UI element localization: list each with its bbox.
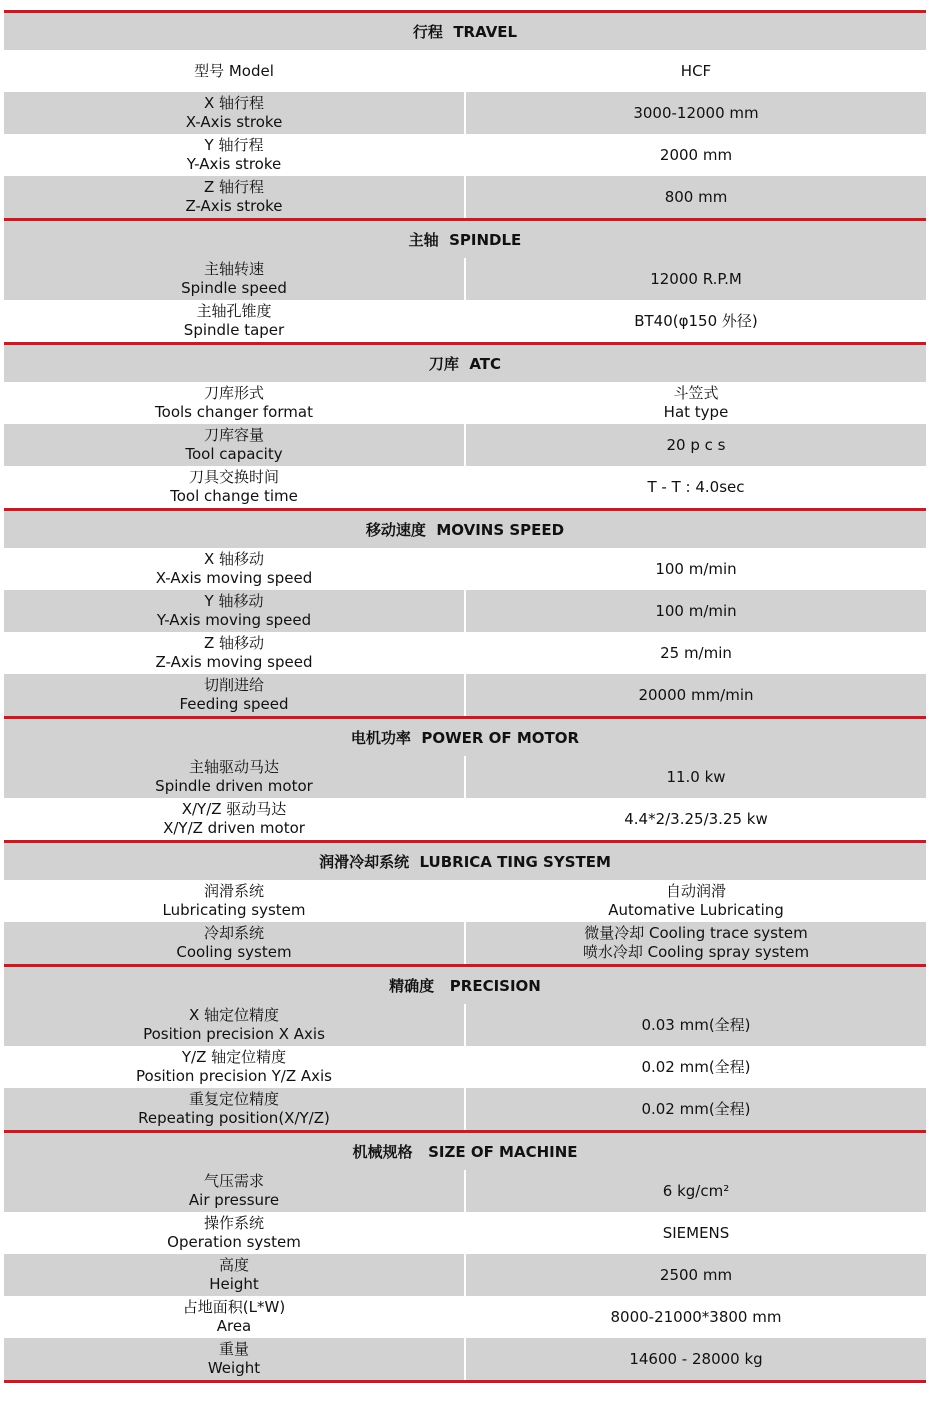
spec-label <box>4 632 464 674</box>
spec-label-line: 重量 <box>218 1340 249 1358</box>
spec-label-line: 主轴孔锥度 <box>196 302 272 320</box>
spec-label <box>4 1170 464 1212</box>
spec-value <box>466 1170 926 1212</box>
spec-value-line: 6 kg/cm² <box>662 1181 730 1200</box>
spec-value-line: 4.4*2/3.25/3.25 kw <box>624 809 768 828</box>
spec-label-line: Z-Axis moving speed <box>155 653 313 671</box>
section-header <box>4 1130 926 1170</box>
spec-label-line: 主轴转速 <box>203 260 264 278</box>
spec-value <box>466 50 926 92</box>
table-row <box>4 1254 926 1296</box>
spec-value <box>466 798 926 840</box>
spec-value <box>466 674 926 716</box>
spec-value-line: 3000-12000 mm <box>633 103 759 122</box>
spec-value-line: 2500 mm <box>659 1265 733 1284</box>
spec-value <box>466 1212 926 1254</box>
spec-value-line: 微量冷却 Cooling trace system <box>584 924 808 942</box>
spec-label <box>4 1296 464 1338</box>
spec-label <box>4 880 464 922</box>
spec-value <box>466 1296 926 1338</box>
spec-label-line: Position precision X Axis <box>143 1025 325 1043</box>
spec-value <box>466 466 926 508</box>
spec-value <box>466 1254 926 1296</box>
table-row <box>4 1212 926 1254</box>
spec-label-line: Repeating position(X/Y/Z) <box>138 1109 330 1127</box>
spec-label <box>4 466 464 508</box>
spec-label-line: Y/Z 轴定位精度 <box>181 1048 287 1066</box>
section-title: 精确度 PRECISION <box>389 977 541 995</box>
spec-label-line: 主轴驱动马达 <box>188 758 279 776</box>
spec-label <box>4 1254 464 1296</box>
spec-value-line: Automative Lubricating <box>608 901 784 919</box>
spec-value <box>466 176 926 218</box>
spec-value-line: 100 m/min <box>655 559 737 578</box>
spec-label-line: Z-Axis stroke <box>185 197 283 215</box>
spec-value-line: 8000-21000*3800 mm <box>610 1307 782 1326</box>
table-row <box>4 1046 926 1088</box>
spec-value-line: 自动润滑 <box>665 882 726 900</box>
table-row <box>4 382 926 424</box>
spec-label-line: Spindle taper <box>183 321 285 339</box>
section-header <box>4 964 926 1004</box>
spec-value-line: 800 mm <box>664 187 728 206</box>
spec-label-line: Y-Axis moving speed <box>156 611 312 629</box>
spec-label-line: Tool capacity <box>185 445 283 463</box>
spec-label-line: 刀具交换时间 <box>188 468 279 486</box>
spec-section <box>4 840 926 964</box>
spec-value-line: 0.02 mm(全程) <box>641 1057 751 1076</box>
spec-value <box>466 590 926 632</box>
table-row <box>4 1004 926 1046</box>
spec-label-line: 高度 <box>218 1256 249 1274</box>
section-title: 机械规格 SIZE OF MACHINE <box>352 1143 578 1161</box>
spec-label <box>4 1338 464 1380</box>
spec-value-line: Hat type <box>663 403 729 421</box>
spec-section <box>4 964 926 1130</box>
spec-value-line: 100 m/min <box>655 601 737 620</box>
section-title: 刀库 ATC <box>428 355 502 373</box>
spec-value <box>466 632 926 674</box>
spec-value-line: 喷水冷却 Cooling spray system <box>582 943 810 961</box>
spec-value <box>466 300 926 342</box>
spec-value <box>466 1004 926 1046</box>
spec-section <box>4 342 926 508</box>
spec-label <box>4 1046 464 1088</box>
spec-value <box>466 1088 926 1130</box>
spec-section <box>4 1130 926 1380</box>
table-row <box>4 922 926 964</box>
spec-label-line: Cooling system <box>176 943 292 961</box>
spec-value <box>466 756 926 798</box>
spec-label-line: Tool change time <box>170 487 298 505</box>
spec-label <box>4 590 464 632</box>
spec-label-line: Operation system <box>167 1233 301 1251</box>
section-header <box>4 716 926 756</box>
table-row <box>4 50 926 92</box>
spec-label-line: X/Y/Z driven motor <box>163 819 305 837</box>
spec-label <box>4 1088 464 1130</box>
spec-value-line: T - T : 4.0sec <box>647 477 745 496</box>
spec-label-line: X/Y/Z 驱动马达 <box>181 800 287 818</box>
section-title: 移动速度 MOVINS SPEED <box>365 521 565 539</box>
spec-section <box>4 508 926 716</box>
table-row <box>4 176 926 218</box>
spec-value-line: 斗笠式 <box>673 384 719 402</box>
table-row <box>4 880 926 922</box>
spec-label <box>4 756 464 798</box>
table-row <box>4 1088 926 1130</box>
spec-label-line: Lubricating system <box>162 901 306 919</box>
table-row <box>4 798 926 840</box>
spec-value-line: 12000 R.P.M <box>650 269 742 288</box>
spec-section <box>4 716 926 840</box>
spec-section <box>4 10 926 218</box>
spec-label <box>4 176 464 218</box>
spec-value <box>466 258 926 300</box>
spec-value <box>466 92 926 134</box>
table-row <box>4 258 926 300</box>
table-row <box>4 300 926 342</box>
spec-value-line: SIEMENS <box>662 1223 730 1242</box>
spec-value <box>466 424 926 466</box>
table-row <box>4 1296 926 1338</box>
spec-label-line: Feeding speed <box>179 695 289 713</box>
section-header <box>4 10 926 50</box>
spec-value <box>466 922 926 964</box>
spec-label <box>4 798 464 840</box>
spec-label-line: Tools changer format <box>155 403 313 421</box>
spec-label-line: 操作系统 <box>203 1214 264 1232</box>
spec-label-line: Height <box>209 1275 259 1293</box>
spec-label <box>4 424 464 466</box>
spec-label <box>4 1212 464 1254</box>
spec-value-line: 11.0 kw <box>666 767 726 786</box>
spec-label-line: Z 轴行程 <box>203 178 265 196</box>
spec-label-line: X 轴定位精度 <box>188 1006 280 1024</box>
spec-label-line: X 轴行程 <box>203 94 265 112</box>
spec-value-line: 2000 mm <box>659 145 733 164</box>
table-row <box>4 756 926 798</box>
spec-label-line: Area <box>216 1317 252 1335</box>
spec-label-line: X 轴移动 <box>203 550 265 568</box>
spec-label-line: 刀库形式 <box>203 384 264 402</box>
section-title: 润滑冷却系统 LUBRICA TING SYSTEM <box>319 853 611 871</box>
table-row <box>4 466 926 508</box>
spec-label-line: Y 轴行程 <box>204 136 264 154</box>
spec-value <box>466 382 926 424</box>
spec-value-line: 25 m/min <box>660 643 732 662</box>
spec-value-line: BT40(φ150 外径) <box>634 311 758 330</box>
spec-label-line: Position precision Y/Z Axis <box>136 1067 332 1085</box>
spec-label-line: X-Axis stroke <box>185 113 283 131</box>
section-header <box>4 840 926 880</box>
spec-label <box>4 300 464 342</box>
spec-label-line: Spindle speed <box>181 279 287 297</box>
table-row <box>4 424 926 466</box>
spec-value-line: 0.02 mm(全程) <box>641 1099 751 1118</box>
spec-label <box>4 382 464 424</box>
spec-label-line: 冷却系统 <box>203 924 264 942</box>
spec-table <box>4 10 926 1383</box>
spec-value-line: 20 p c s <box>666 435 726 454</box>
table-row <box>4 632 926 674</box>
section-title: 行程 TRAVEL <box>412 23 518 41</box>
bottom-rule <box>4 1380 926 1383</box>
table-row <box>4 674 926 716</box>
spec-label-line: Y 轴移动 <box>204 592 264 610</box>
table-row <box>4 590 926 632</box>
spec-label-line: 气压需求 <box>203 1172 264 1190</box>
spec-value <box>466 134 926 176</box>
spec-label <box>4 258 464 300</box>
spec-label <box>4 548 464 590</box>
table-row <box>4 134 926 176</box>
spec-label-line: X-Axis moving speed <box>155 569 313 587</box>
spec-value-line: 0.03 mm(全程) <box>641 1015 751 1034</box>
spec-label <box>4 674 464 716</box>
spec-label-line: 切削进给 <box>203 676 264 694</box>
spec-value <box>466 548 926 590</box>
section-title: 电机功率 POWER OF MOTOR <box>350 729 580 747</box>
spec-label-line: 型号 Model <box>194 61 274 80</box>
spec-label-line: 占地面积(L*W) <box>182 1298 286 1316</box>
spec-label-line: 重复定位精度 <box>188 1090 279 1108</box>
spec-label-line: Y-Axis stroke <box>186 155 282 173</box>
table-row <box>4 1170 926 1212</box>
spec-label <box>4 1004 464 1046</box>
section-header <box>4 342 926 382</box>
spec-label <box>4 134 464 176</box>
spec-label <box>4 922 464 964</box>
spec-label <box>4 50 464 92</box>
table-row <box>4 1338 926 1380</box>
spec-label-line: Weight <box>207 1359 261 1377</box>
section-header <box>4 508 926 548</box>
spec-value <box>466 880 926 922</box>
spec-label-line: 刀库容量 <box>203 426 264 444</box>
spec-value <box>466 1338 926 1380</box>
spec-value-line: HCF <box>680 61 712 80</box>
spec-section <box>4 218 926 342</box>
section-header <box>4 218 926 258</box>
spec-label-line: Z 轴移动 <box>203 634 265 652</box>
spec-label-line: Spindle driven motor <box>155 777 313 795</box>
table-row <box>4 92 926 134</box>
section-title: 主轴 SPINDLE <box>408 231 522 249</box>
spec-label-line: 润滑系统 <box>203 882 264 900</box>
table-row <box>4 548 926 590</box>
spec-value-line: 14600 - 28000 kg <box>629 1349 763 1368</box>
spec-value <box>466 1046 926 1088</box>
spec-label <box>4 92 464 134</box>
spec-label-line: Air pressure <box>188 1191 280 1209</box>
spec-value-line: 20000 mm/min <box>638 685 754 704</box>
